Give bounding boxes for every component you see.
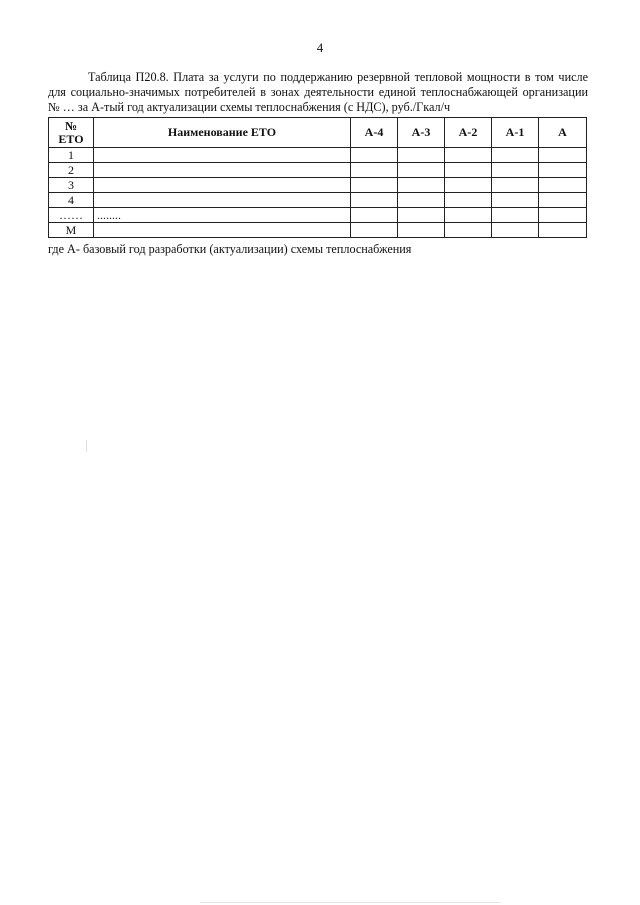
- scan-artifact-mark: [86, 440, 87, 452]
- cell-a-2: [445, 223, 492, 238]
- row-number: М: [49, 223, 94, 238]
- header-year-a: А: [539, 118, 587, 148]
- tariff-table: [48, 117, 587, 238]
- cell-a-3: [398, 178, 445, 193]
- table-row: [49, 193, 587, 208]
- cell-a-3: [398, 148, 445, 163]
- cell-a: [539, 163, 587, 178]
- table-footnote: где А- базовый год разработки (актуализации) схемы теплоснабжения: [48, 242, 412, 256]
- header-eto-number: [49, 118, 94, 148]
- cell-a-2: [445, 148, 492, 163]
- table-row: [49, 148, 587, 163]
- header-year-a-4: А-4: [351, 118, 398, 148]
- row-number: ……: [49, 208, 94, 223]
- table-row: [49, 223, 587, 238]
- cell-a: [539, 193, 587, 208]
- header-year-a-3: А-3: [398, 118, 445, 148]
- row-number: 2: [49, 163, 94, 178]
- header-eto-number-line1: №: [64, 118, 78, 133]
- row-name: [94, 148, 351, 163]
- cell-a-1: [492, 193, 539, 208]
- row-name: ........: [94, 208, 351, 223]
- cell-a: [539, 223, 587, 238]
- cell-a-2: [445, 208, 492, 223]
- table-row: [49, 163, 587, 178]
- row-name: [94, 193, 351, 208]
- table-caption: Таблица П20.8. Плата за услуги по поддержанию резервной тепловой мощности в том числе для социально-значимых потребителей в зонах деятельности единой теплоснабжающей организации № … за А-тый год актуализации схемы теплоснабжения (с НДС), руб./Гкал/ч: [48, 70, 588, 114]
- table-row: [49, 178, 587, 193]
- header-eto-name: Наименование ЕТО: [94, 118, 351, 148]
- table-row: [49, 208, 587, 223]
- header-year-a-2: А-2: [445, 118, 492, 148]
- row-number: 4: [49, 193, 94, 208]
- cell-a-4: [351, 208, 398, 223]
- cell-a-3: [398, 223, 445, 238]
- cell-a-2: [445, 193, 492, 208]
- page-number: 4: [316, 40, 324, 55]
- row-name: [94, 163, 351, 178]
- row-number: 1: [49, 148, 94, 163]
- cell-a-1: [492, 223, 539, 238]
- table-header-row: [49, 118, 587, 148]
- cell-a-4: [351, 223, 398, 238]
- cell-a-4: [351, 178, 398, 193]
- cell-a-3: [398, 193, 445, 208]
- cell-a-1: [492, 208, 539, 223]
- cell-a-4: [351, 163, 398, 178]
- cell-a-1: [492, 163, 539, 178]
- cell-a-2: [445, 163, 492, 178]
- cell-a-1: [492, 178, 539, 193]
- cell-a: [539, 208, 587, 223]
- cell-a-4: [351, 193, 398, 208]
- header-eto-number-line2: ЕТО: [58, 131, 84, 146]
- cell-a-1: [492, 148, 539, 163]
- header-year-a-1: А-1: [492, 118, 539, 148]
- cell-a-3: [398, 208, 445, 223]
- row-name: [94, 178, 351, 193]
- row-number: 3: [49, 178, 94, 193]
- scan-bottom-edge: [200, 902, 500, 903]
- cell-a-3: [398, 163, 445, 178]
- cell-a-4: [351, 148, 398, 163]
- cell-a-2: [445, 178, 492, 193]
- row-name: [94, 223, 351, 238]
- cell-a: [539, 148, 587, 163]
- cell-a: [539, 178, 587, 193]
